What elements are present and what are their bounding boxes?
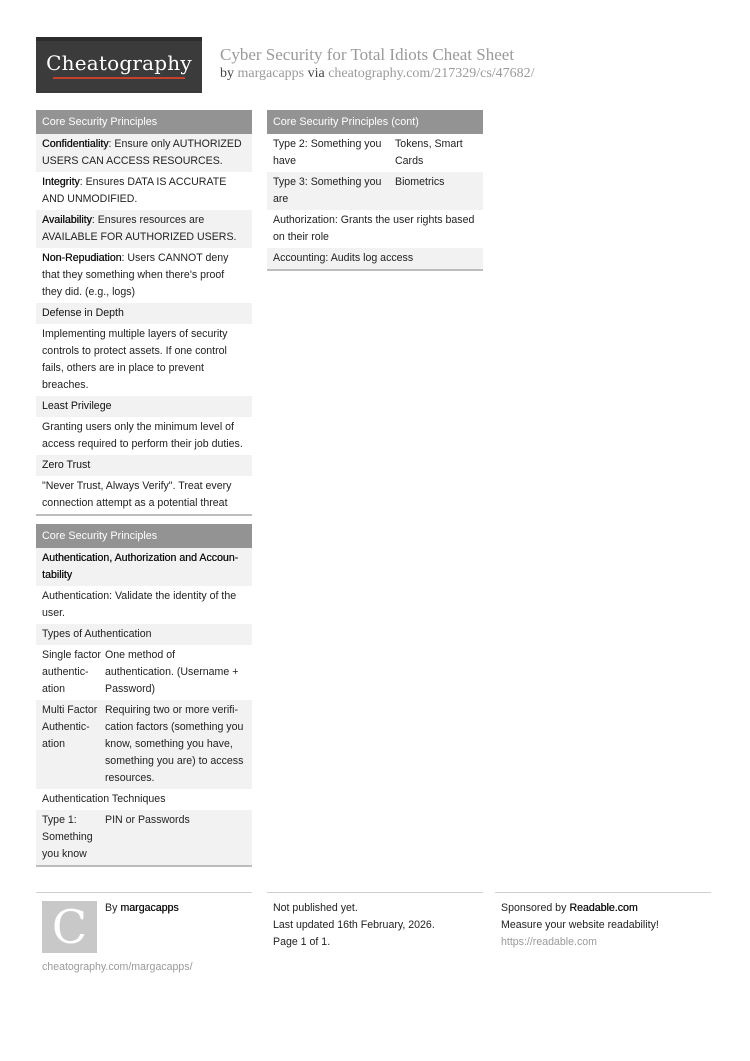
zero-trust-title: Zero Trust [36, 455, 252, 476]
type1-term: Type 1: Something you know [42, 814, 93, 860]
types-of-authentication-title: Types of Authentication [36, 624, 252, 645]
non-repudiation-term: Non-Repudiation [42, 252, 122, 264]
page-subtitle [220, 65, 535, 83]
non-repudiation-row [36, 248, 252, 303]
zero-trust-text: "Never Trust, Always Verify". Treat every connection attempt as a potential threat [42, 480, 232, 509]
cheatography-logo[interactable] [36, 37, 202, 93]
via-label: via [307, 66, 325, 81]
sheet-url-link[interactable]: cheatography.com/217329/cs/47682/ [328, 66, 535, 81]
footer-published: Not published yet. [273, 902, 358, 914]
multi-factor-text: Requiring two or more verification factors (something you know, something you have, something you are) to access resources. [105, 704, 244, 784]
sponsored-prefix: Sponsored by [501, 902, 567, 914]
footer-by-label: By [105, 902, 118, 914]
sponsor-url[interactable]: https://readable.com [501, 936, 597, 948]
footer-page: Page 1 of 1. [273, 936, 331, 948]
footer-author [105, 900, 179, 917]
type2-row [267, 134, 483, 172]
multi-factor-row [36, 700, 252, 789]
single-factor-row [36, 645, 252, 700]
logo-underline [53, 77, 185, 79]
non-repudiation-text: : Users CANNOT deny that they something when there's proof they did. (e.g., logs) [42, 252, 229, 298]
confidentiality-row [36, 134, 252, 172]
type1-row [36, 810, 252, 865]
sponsor-link[interactable]: Readable.com [569, 902, 638, 914]
core-principles-cont-block [267, 110, 483, 271]
type3-row [267, 172, 483, 210]
type2-text: Tokens, Smart Cards [395, 138, 463, 167]
type1-text: PIN or Passwords [105, 814, 190, 826]
footer-author-link[interactable]: margacapps [120, 902, 179, 914]
availability-row [36, 210, 252, 248]
block-title: Core Security Principles [36, 524, 252, 548]
footer-divider [36, 892, 252, 893]
footer-divider [267, 892, 483, 893]
footer-author-url[interactable]: cheatography.com/margacapps/ [42, 961, 193, 973]
single-factor-text: One method of authentication. (Username + Password) [105, 649, 239, 695]
availability-term: Availability [42, 214, 92, 226]
accounting-text: Accounting: Audits log access [267, 248, 483, 269]
authentication-block [36, 524, 252, 867]
type2-term: Type 2: Something you have [273, 138, 382, 167]
type3-term: Type 3: Something you are [273, 176, 382, 205]
footer-updated: Last updated 16th February, 2026. [273, 919, 435, 931]
page-title: Cyber Security for Total Idiots Cheat Sheet [220, 45, 515, 64]
author-avatar[interactable]: C [42, 901, 97, 953]
confidentiality-text: : Ensure only AUTHORIZED USERS CAN ACCESS RESOURCES. [42, 138, 242, 167]
footer-divider [495, 892, 711, 893]
defense-in-depth-text: Implementing multiple layers of security controls to protect assets. If one control fails, others are in place to prevent breaches. [42, 328, 228, 391]
authorization-text: Authorization: Grants the user rights based on their role [273, 214, 475, 243]
author-link[interactable]: margacapps [237, 66, 305, 81]
integrity-row [36, 172, 252, 210]
type3-text: Biometrics [395, 176, 445, 188]
block-title: Core Security Principles [36, 110, 252, 134]
multi-factor-term: Multi Factor Authentication [42, 704, 98, 750]
sponsor-tagline: Measure your website readability! [501, 919, 659, 931]
block-title: Core Security Principles (cont) [267, 110, 483, 134]
aaa-heading [36, 548, 252, 586]
authentication-techniques-title: Authentication Techniques [42, 793, 166, 805]
least-privilege-title: Least Privilege [36, 396, 252, 417]
integrity-term: Integrity [42, 176, 80, 188]
core-principles-block [36, 110, 252, 516]
integrity-text: : Ensures DATA IS ACCURATE AND UNMODIFIED. [42, 176, 227, 205]
footer-sponsor [501, 900, 638, 917]
logo-text: Cheatography [46, 51, 192, 75]
by-label: by [220, 66, 234, 81]
authentication-text: Authentication: Validate the identity of the user. [42, 590, 237, 619]
logo-top-bar [36, 37, 202, 41]
defense-in-depth-title: Defense in Depth [36, 303, 252, 324]
confidentiality-term: Confidentiality [42, 138, 109, 150]
availability-text: : Ensures resources are AVAILABLE FOR AUTHORIZED USERS. [42, 214, 237, 243]
single-factor-term: Single factor authentication [42, 649, 101, 695]
least-privilege-text: Granting users only the minimum level of access required to perform their job duties. [42, 421, 243, 450]
aaa-heading-text: Authentication, Authorization and Accountability [42, 552, 239, 581]
